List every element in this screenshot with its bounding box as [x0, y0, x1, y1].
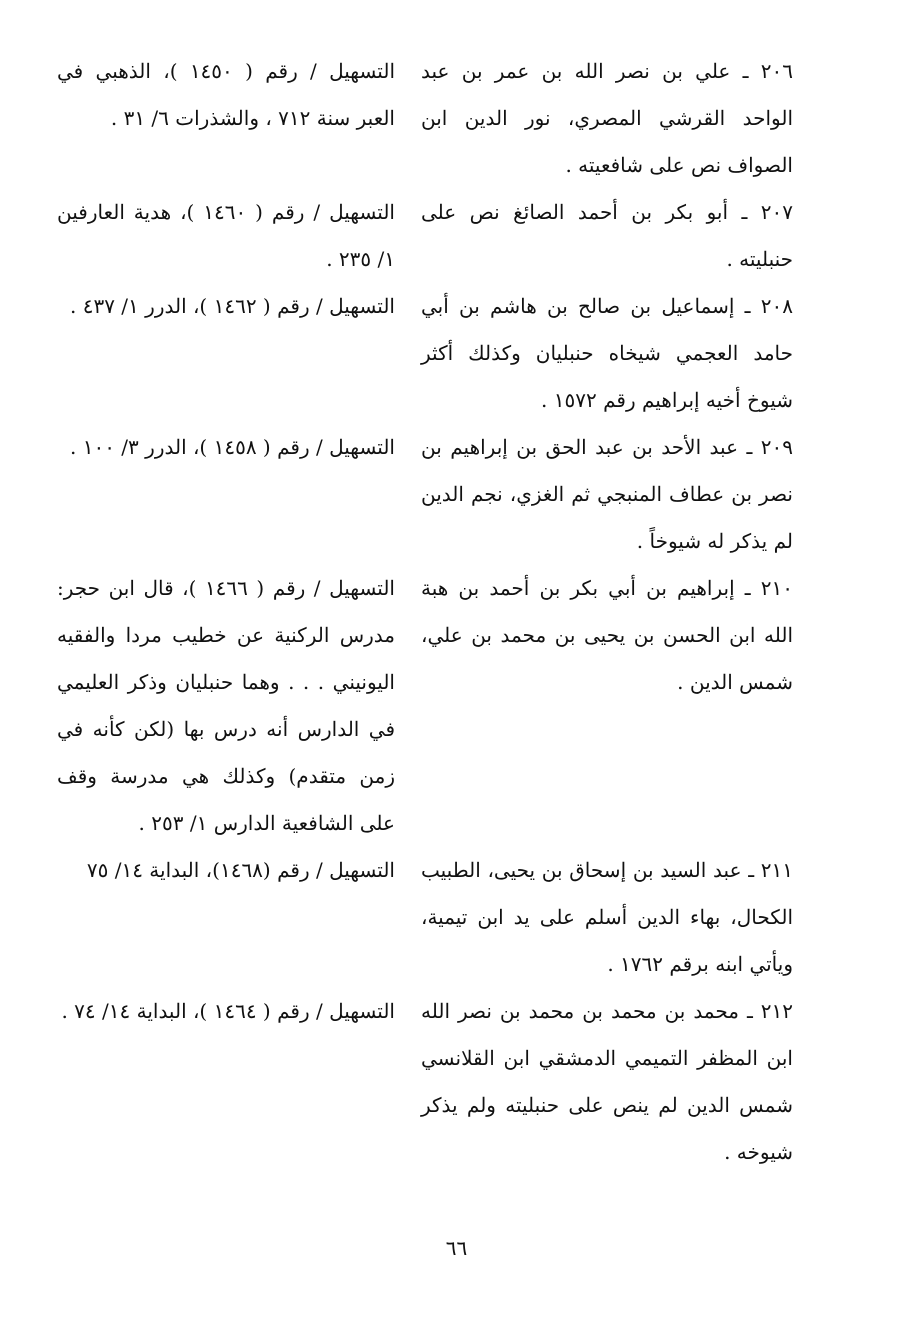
entry-text: [421, 424, 793, 565]
entry-text: [421, 565, 793, 847]
entry-source: التسهيل / رقم ( ١٤٥٨ )، الدرر ٣/ ١٠٠ .: [69, 435, 395, 459]
entry-dash: ـ: [741, 858, 761, 882]
entry-211: [0, 847, 913, 988]
entry-body: عبد الأحد بن عبد الحق بن إبراهيم بن نصر بن عطاف المنبجي ثم الغزي، نجم الدين لم يذكر له شيوخاً .: [421, 435, 793, 553]
entry-207: [0, 189, 913, 283]
entry-dash: ـ: [734, 576, 761, 600]
entry-dash: ـ: [734, 294, 761, 318]
entry-text: [421, 48, 793, 189]
entry-212: [0, 988, 913, 1176]
entry-209: [0, 424, 913, 565]
entry-source: التسهيل / رقم ( ١٤٦٠ )، هدية العارفين ١/ ٢٣٥ .: [57, 200, 395, 271]
entry-dash: ـ: [738, 435, 761, 459]
entry-number: ٢١١: [760, 858, 793, 882]
entry-text: [421, 847, 793, 988]
entry-210: [0, 565, 913, 847]
entry-number: ٢١٢: [760, 999, 793, 1023]
entry-number: ٢١٠: [760, 576, 793, 600]
entry-body: علي بن نصر الله بن عمر بن عبد الواحد القرشي المصري، نور الدين ابن الصواف نص على شافعيته .: [421, 59, 793, 177]
entry-206: [0, 48, 913, 189]
entry-body: أبو بكر بن أحمد الصائغ نص على حنبليته .: [421, 200, 793, 271]
entry-body: إسماعيل بن صالح بن هاشم بن أبي حامد العجمي شيخاه حنبليان وكذلك أكثر شيوخ أخيه إبراهيم رقم ١٥٧٢ .: [421, 294, 793, 412]
entry-208: [0, 283, 913, 424]
entry-dash: ـ: [728, 200, 761, 224]
entry-body: عبد السيد بن إسحاق بن يحيى، الطبيب الكحال، بهاء الدين أسلم على يد ابن تيمية، ويأتي ابنه برقم ١٧٦٢ .: [421, 858, 793, 976]
entry-source: التسهيل / رقم ( ١٤٦٢ )، الدرر ١/ ٤٣٧ .: [69, 294, 395, 318]
entry-dash: ـ: [739, 999, 761, 1023]
entry-source: التسهيل / رقم ( ١٤٥٠ )، الذهبي في العبر سنة ٧١٢ ، والشذرات ٦/ ٣١ .: [57, 59, 395, 130]
entry-text: [421, 283, 793, 424]
entry-body: إبراهيم بن أبي بكر بن أحمد بن هبة الله ابن الحسن بن يحيى بن محمد بن علي، شمس الدين .: [421, 576, 793, 694]
page-number: ٦٦: [445, 1236, 468, 1260]
entry-source: التسهيل / رقم ( ١٤٦٦ )، قال ابن حجر: مدرس الركنية عن خطيب مردا والفقيه اليونيني . . . وهما حنبليان وذكر العليمي في الدارس أنه درس بها (لكن كأنه في زمن متقدم) وكذلك هي مدرسة وقف على الشافعية الدارس ١/ ٢٥٣ .: [57, 576, 395, 835]
entry-number: ٢٠٧: [760, 200, 793, 224]
entry-body: محمد بن محمد بن محمد بن نصر الله ابن المظفر التميمي الدمشقي ابن القلانسي شمس الدين لم ينص على حنبليته ولم يذكر شيوخه .: [421, 999, 793, 1164]
entry-number: ٢٠٩: [760, 435, 793, 459]
entry-dash: ـ: [730, 59, 761, 83]
entry-number: ٢٠٨: [760, 294, 793, 318]
entry-number: ٢٠٦: [760, 59, 793, 83]
entry-text: [421, 988, 793, 1176]
entry-source: التسهيل / رقم (١٤٦٨)، البداية ١٤/ ٧٥: [86, 858, 395, 882]
entry-source: التسهيل / رقم ( ١٤٦٤ )، البداية ١٤/ ٧٤ .: [61, 999, 395, 1023]
page-body: [0, 48, 913, 1176]
entry-text: [421, 189, 793, 283]
